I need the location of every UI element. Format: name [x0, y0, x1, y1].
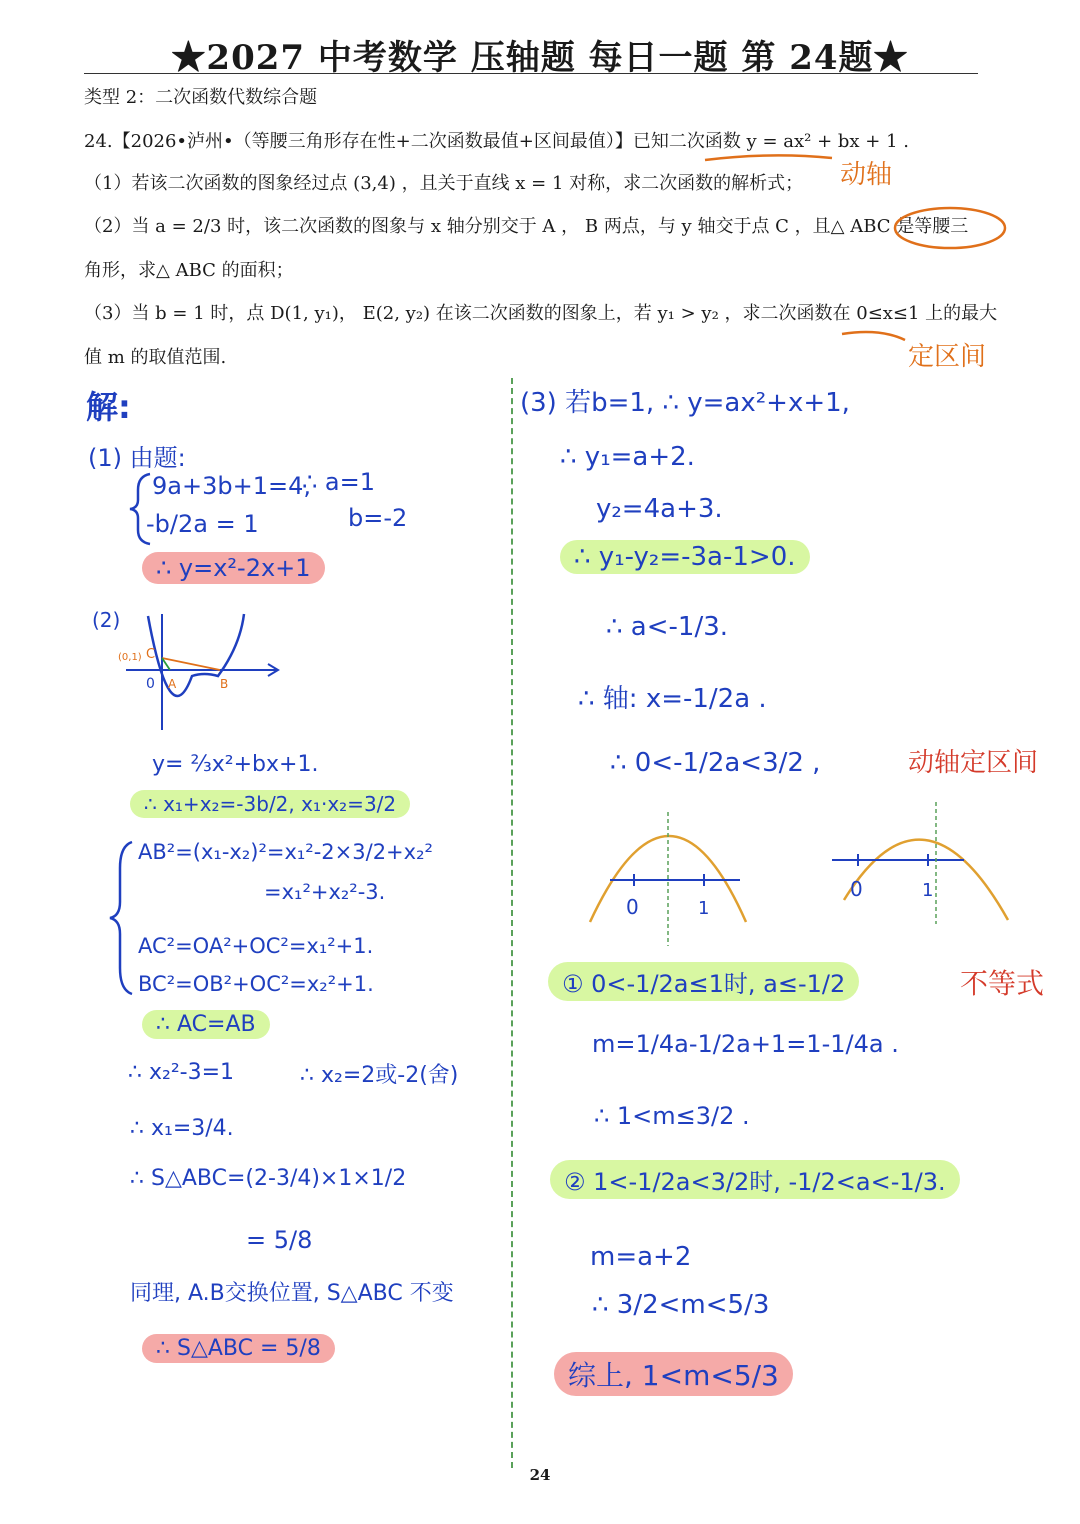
- case-1: ① 0<-1/2a≤1时, a≤-1/2: [548, 962, 859, 1001]
- part2-line-5: AC²=OA²+OC²=x₁²+1.: [138, 934, 374, 958]
- part2-line-11: ∴ S△ABC=(2-3/4)×1×1/2: [130, 1166, 407, 1191]
- part3-line-4-wrap: [560, 542, 810, 572]
- right-sketch-label-1: 1: [922, 880, 934, 901]
- part2-line-3: AB²=(x₁-x₂)²=x₁²-2×3/2+x₂²: [138, 840, 433, 864]
- part3-line-1: (3) 若b=1, ∴ y=ax²+x+1,: [520, 388, 850, 418]
- part3-line-7: ∴ 0<-1/2a<3/2 ,: [610, 748, 821, 778]
- final-conclusion: 综上, 1<m<5/3: [554, 1352, 793, 1396]
- part2-label: (2): [92, 608, 121, 632]
- graph-label-0-1: (0,1): [118, 652, 142, 663]
- graph-label-C: C: [146, 647, 156, 662]
- part2-line-2: ∴ x₁+x₂=-3b/2, x₁·x₂=3/2: [130, 790, 410, 818]
- case-2: ② 1<-1/2a<3/2时, -1/2<a<-1/3.: [550, 1160, 960, 1199]
- right-sketch-label-0: 0: [850, 877, 863, 901]
- part2-answer: ∴ S△ABC = 5/8: [142, 1334, 335, 1363]
- page-title: ★2027 中考数学 压轴题 每日一题 第 24题★: [171, 38, 909, 78]
- question-3-line-1: （3）当 b = 1 时，点 D(1, y₁)， E(2, y₂) 在该二次函数的图象上，若 y₁ > y₂ ，求二次函数在 0≤x≤1 上的最大: [84, 303, 998, 324]
- part2-line-9: ∴ x₂=2或-2(舍): [300, 1063, 459, 1088]
- part3-line-4: ∴ y₁-y₂=-3a-1>0.: [560, 540, 810, 574]
- question-2-line-2: 角形，求△ ABC 的面积；: [84, 260, 294, 281]
- left-sketch-label-0: 0: [626, 895, 639, 919]
- case-1-range: ∴ 1<m≤3/2 .: [594, 1102, 750, 1130]
- part3-sketch-left: [580, 800, 760, 950]
- graph-label-B: B: [220, 677, 229, 691]
- part2-line-7: ∴ AC=AB: [142, 1010, 270, 1039]
- part2-line-12: = 5/8: [246, 1226, 313, 1254]
- left-sketch-label-1: 1: [698, 898, 710, 919]
- graph-label-A: A: [168, 677, 177, 691]
- case-2-m: m=a+2: [590, 1242, 692, 1272]
- note-inequality: 不等式: [960, 967, 1045, 1000]
- part3-line-5: ∴ a<-1/3.: [606, 612, 729, 642]
- part2-line-4: =x₁²+x₂²-3.: [264, 880, 386, 904]
- graph-label-O: 0: [146, 676, 155, 692]
- part1-equation-2: -b/2a = 1: [146, 510, 259, 538]
- part1-equation-1: 9a+3b+1=4,: [152, 472, 311, 500]
- part3-sketch-right: [824, 800, 1014, 950]
- question-2-line-1: （2）当 a = 2/3 时，该二次函数的图象与 x 轴分别交于 A ， B 两点，与 y 轴交于点 C ，且△ ABC 是等腰三: [84, 216, 969, 237]
- note-fixed-interval: 定区间: [908, 342, 987, 372]
- part2-parabola-sketch: [112, 606, 292, 736]
- solution-heading: 解:: [86, 388, 131, 426]
- part3-line-3: y₂=4a+3.: [596, 494, 723, 524]
- note-moving-axis: 动轴: [840, 160, 893, 190]
- problem-stem: 24.【2026•泸州•（等腰三角形存在性+二次函数最值+区间最值）】已知二次函数 y = ax² + bx + 1 .: [84, 131, 909, 152]
- system-brace-2: [108, 838, 138, 998]
- part2-line-13: 同理, A.B交换位置, S△ABC 不变: [130, 1281, 454, 1306]
- problem-type-line: 类型 2：二次函数代数综合题: [84, 87, 318, 108]
- case-2-range: ∴ 3/2<m<5/3: [592, 1290, 770, 1320]
- part2-line-1: y= ⅔x²+bx+1.: [152, 752, 319, 777]
- part3-line-6: ∴ 轴: x=-1/2a .: [578, 684, 767, 714]
- note-moving-axis-fixed-interval: 动轴定区间: [908, 748, 1039, 778]
- part1-result-b: b=-2: [348, 504, 408, 532]
- column-divider: [511, 378, 513, 1468]
- question-1: （1）若该二次函数的图象经过点 (3,4) ，且关于直线 x = 1 对称，求二次函数的解析式；: [84, 173, 804, 194]
- page-number: 24: [529, 1466, 551, 1484]
- part2-line-10: ∴ x₁=3/4.: [130, 1116, 234, 1141]
- part2-line-8: ∴ x₂²-3=1: [128, 1060, 235, 1085]
- part1-answer: ∴ y=x²-2x+1: [142, 552, 325, 584]
- part3-line-2: ∴ y₁=a+2.: [560, 442, 695, 472]
- case-1-m: m=1/4a-1/2a+1=1-1/4a .: [592, 1030, 899, 1058]
- question-3-line-2: 值 m 的取值范围.: [84, 347, 227, 368]
- part1-result-a: ∴ a=1: [302, 468, 375, 496]
- part1-label: (1) 由题:: [88, 444, 186, 472]
- part2-line-6: BC²=OB²+OC²=x₂²+1.: [138, 972, 374, 996]
